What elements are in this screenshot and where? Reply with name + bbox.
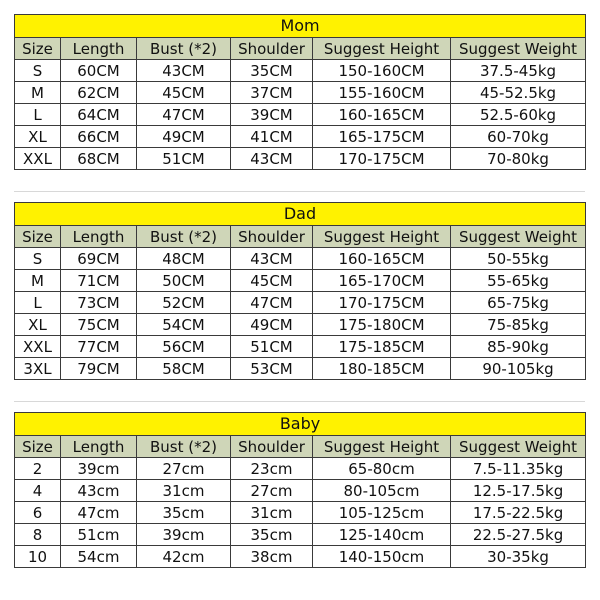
table-cell: 175-185CM <box>313 336 451 358</box>
table-row <box>15 502 586 524</box>
table-cell: 39cm <box>61 458 137 480</box>
table-cell: 165-175CM <box>313 126 451 148</box>
mom-size-table <box>14 14 586 170</box>
table-cell: 43CM <box>231 248 313 270</box>
table-cell: 47cm <box>61 502 137 524</box>
table-cell: 27cm <box>231 480 313 502</box>
table-cell: 42cm <box>137 546 231 568</box>
table-row <box>15 336 586 358</box>
table-row <box>15 524 586 546</box>
column-header: Suggest Weight <box>451 436 586 458</box>
table-cell: 4 <box>15 480 61 502</box>
table-cell: 170-175CM <box>313 148 451 170</box>
table-cell: 51CM <box>231 336 313 358</box>
table-cell: 35cm <box>137 502 231 524</box>
column-header: Size <box>15 38 61 60</box>
table-cell: 64CM <box>61 104 137 126</box>
table-cell: 37CM <box>231 82 313 104</box>
table-cell: 80-105cm <box>313 480 451 502</box>
table-cell: 35CM <box>231 60 313 82</box>
table-cell: 69CM <box>61 248 137 270</box>
table-cell: 37.5-45kg <box>451 60 586 82</box>
column-header: Length <box>61 226 137 248</box>
table-cell: 22.5-27.5kg <box>451 524 586 546</box>
table-row <box>15 248 586 270</box>
table-row <box>15 60 586 82</box>
table-row <box>15 292 586 314</box>
table-cell: 52.5-60kg <box>451 104 586 126</box>
table-cell: 30-35kg <box>451 546 586 568</box>
table-row <box>15 458 586 480</box>
column-header: Suggest Height <box>313 38 451 60</box>
table-cell: XXL <box>15 336 61 358</box>
table-cell: 31cm <box>137 480 231 502</box>
table-header-row <box>15 226 586 248</box>
table-cell: 125-140cm <box>313 524 451 546</box>
column-header: Bust (*2) <box>137 38 231 60</box>
table-cell: 55-65kg <box>451 270 586 292</box>
table-cell: 50-55kg <box>451 248 586 270</box>
table-cell: 47CM <box>231 292 313 314</box>
table-cell: 77CM <box>61 336 137 358</box>
mom-table-title: Mom <box>15 15 586 38</box>
table-cell: 73CM <box>61 292 137 314</box>
table-cell: 140-150cm <box>313 546 451 568</box>
baby-table-title: Baby <box>15 413 586 436</box>
column-header: Suggest Height <box>313 226 451 248</box>
table-cell: 48CM <box>137 248 231 270</box>
table-cell: 43CM <box>231 148 313 170</box>
table-cell: 7.5-11.35kg <box>451 458 586 480</box>
table-cell: 49CM <box>137 126 231 148</box>
table-cell: 170-175CM <box>313 292 451 314</box>
table-row <box>15 480 586 502</box>
table-cell: 75-85kg <box>451 314 586 336</box>
table-cell: 105-125cm <box>313 502 451 524</box>
column-header: Size <box>15 226 61 248</box>
table-cell: 58CM <box>137 358 231 380</box>
table-cell: 62CM <box>61 82 137 104</box>
table-title-row <box>15 203 586 226</box>
column-header: Size <box>15 436 61 458</box>
table-cell: M <box>15 82 61 104</box>
table-cell: S <box>15 248 61 270</box>
table-cell: 70-80kg <box>451 148 586 170</box>
table-cell: 27cm <box>137 458 231 480</box>
table-cell: 39cm <box>137 524 231 546</box>
table-cell: 180-185CM <box>313 358 451 380</box>
table-cell: M <box>15 270 61 292</box>
table-cell: 54CM <box>137 314 231 336</box>
table-cell: 160-165CM <box>313 104 451 126</box>
table-cell: 65-80cm <box>313 458 451 480</box>
table-cell: XXL <box>15 148 61 170</box>
dad-size-table <box>14 202 586 380</box>
table-cell: 90-105kg <box>451 358 586 380</box>
table-cell: 12.5-17.5kg <box>451 480 586 502</box>
table-cell: 2 <box>15 458 61 480</box>
table-cell: 65-75kg <box>451 292 586 314</box>
table-cell: 150-160CM <box>313 60 451 82</box>
column-header: Shoulder <box>231 226 313 248</box>
table-cell: 45-52.5kg <box>451 82 586 104</box>
table-cell: 85-90kg <box>451 336 586 358</box>
table-cell: L <box>15 292 61 314</box>
table-cell: 23cm <box>231 458 313 480</box>
table-cell: 47CM <box>137 104 231 126</box>
divider <box>14 401 585 402</box>
table-title-row <box>15 413 586 436</box>
table-cell: 79CM <box>61 358 137 380</box>
table-cell: 38cm <box>231 546 313 568</box>
table-cell: 3XL <box>15 358 61 380</box>
table-cell: 43cm <box>61 480 137 502</box>
table-row <box>15 358 586 380</box>
column-header: Suggest Weight <box>451 38 586 60</box>
table-cell: 10 <box>15 546 61 568</box>
table-row <box>15 126 586 148</box>
table-row <box>15 82 586 104</box>
table-cell: 51CM <box>137 148 231 170</box>
table-cell: 175-180CM <box>313 314 451 336</box>
column-header: Length <box>61 38 137 60</box>
table-cell: 160-165CM <box>313 248 451 270</box>
table-cell: 17.5-22.5kg <box>451 502 586 524</box>
dad-table-title: Dad <box>15 203 586 226</box>
table-cell: 49CM <box>231 314 313 336</box>
table-row <box>15 270 586 292</box>
table-cell: 45CM <box>137 82 231 104</box>
table-cell: 165-170CM <box>313 270 451 292</box>
table-row <box>15 546 586 568</box>
table-cell: XL <box>15 126 61 148</box>
table-cell: 53CM <box>231 358 313 380</box>
table-cell: S <box>15 60 61 82</box>
table-cell: 60-70kg <box>451 126 586 148</box>
table-cell: 66CM <box>61 126 137 148</box>
table-title-row <box>15 15 586 38</box>
table-cell: 60CM <box>61 60 137 82</box>
table-cell: 43CM <box>137 60 231 82</box>
baby-size-table <box>14 412 586 568</box>
table-cell: 31cm <box>231 502 313 524</box>
table-cell: 56CM <box>137 336 231 358</box>
table-cell: 39CM <box>231 104 313 126</box>
table-cell: 68CM <box>61 148 137 170</box>
table-row <box>15 104 586 126</box>
table-header-row <box>15 38 586 60</box>
column-header: Length <box>61 436 137 458</box>
table-cell: 155-160CM <box>313 82 451 104</box>
table-cell: 41CM <box>231 126 313 148</box>
column-header: Shoulder <box>231 436 313 458</box>
table-cell: 50CM <box>137 270 231 292</box>
table-cell: 71CM <box>61 270 137 292</box>
table-row <box>15 148 586 170</box>
table-cell: L <box>15 104 61 126</box>
table-cell: 54cm <box>61 546 137 568</box>
table-cell: 8 <box>15 524 61 546</box>
column-header: Suggest Weight <box>451 226 586 248</box>
table-cell: 52CM <box>137 292 231 314</box>
table-header-row <box>15 436 586 458</box>
table-cell: 51cm <box>61 524 137 546</box>
table-cell: 75CM <box>61 314 137 336</box>
column-header: Shoulder <box>231 38 313 60</box>
column-header: Bust (*2) <box>137 226 231 248</box>
table-cell: 6 <box>15 502 61 524</box>
column-header: Bust (*2) <box>137 436 231 458</box>
table-cell: 35cm <box>231 524 313 546</box>
table-cell: 45CM <box>231 270 313 292</box>
divider <box>14 191 585 192</box>
table-row <box>15 314 586 336</box>
column-header: Suggest Height <box>313 436 451 458</box>
table-cell: XL <box>15 314 61 336</box>
